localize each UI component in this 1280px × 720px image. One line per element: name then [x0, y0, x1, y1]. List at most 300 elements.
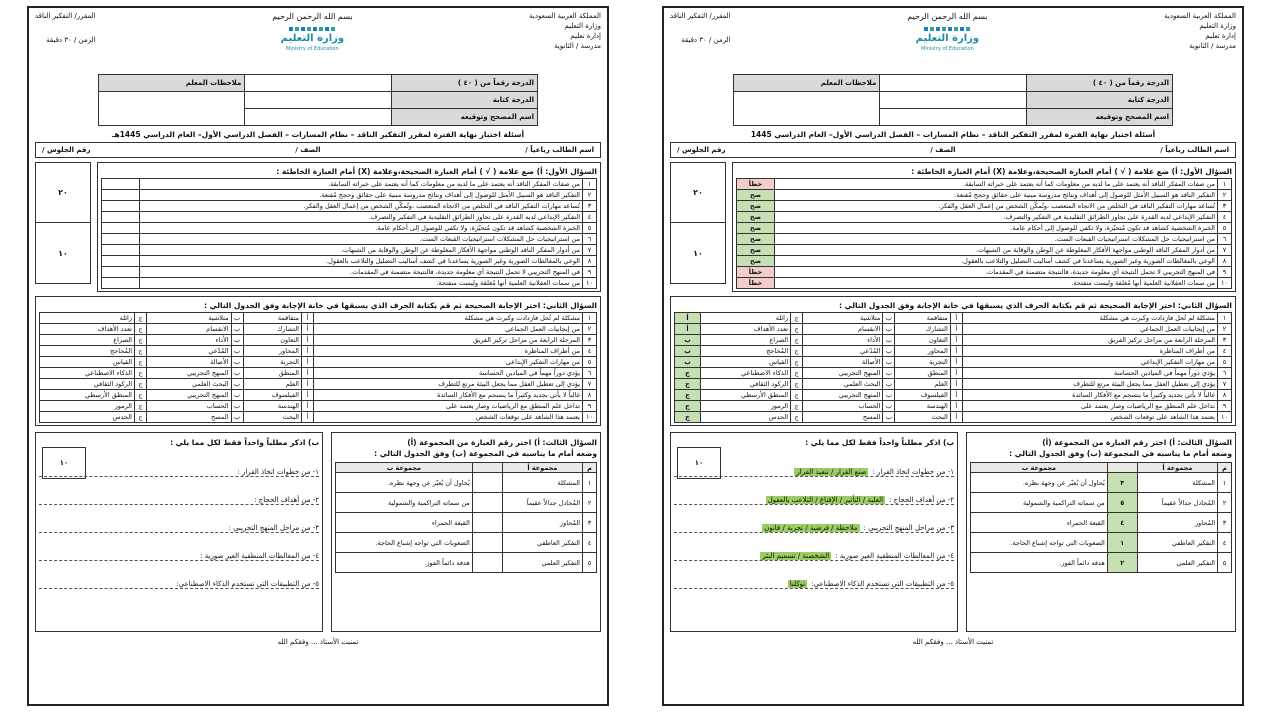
q1-answer-cell[interactable]: [102, 256, 140, 267]
q2-question: من أطراف المناظرة: [313, 346, 582, 357]
q3-table: [335, 462, 597, 573]
q2-letter: ب: [231, 379, 243, 390]
q3-head-m: م: [1218, 463, 1232, 473]
q2-option: الحساب: [147, 401, 232, 412]
q2-option: الأداء: [803, 335, 883, 346]
q2-letter: ب: [883, 324, 895, 335]
q2-question: من أطراف المناظرة: [962, 346, 1217, 357]
q2-num: ٢: [583, 324, 597, 335]
q3b-label: ٣- من مراحل المنهج التجريبي :: [863, 524, 954, 532]
q3-answer-cell[interactable]: [472, 473, 502, 493]
q2-row: [40, 335, 597, 346]
q2-option: الذكاء الاصطناعي: [701, 368, 791, 379]
q2-option: الرموز: [701, 401, 791, 412]
q2-letter: ب: [231, 324, 243, 335]
q2-question: من إيجابيات العمل الجماعي: [962, 324, 1217, 335]
q1-answer-cell[interactable]: [102, 278, 140, 289]
q3-answer-cell[interactable]: ٥: [1107, 493, 1137, 513]
q3-answer-cell[interactable]: ٣: [1107, 473, 1137, 493]
corrector-label: اسم المصحح وتوقيعه: [1026, 109, 1172, 126]
student-name-label: اسم الطالب رباعياً /: [525, 146, 594, 154]
q3-group-a: التفكير العاطفي: [502, 533, 582, 553]
q3-row: [336, 493, 597, 513]
q2-num: ٣: [583, 335, 597, 346]
q2-row: [675, 357, 1232, 368]
q3-answer-cell[interactable]: [472, 553, 502, 573]
q3b-answer: توكلنا: [789, 580, 806, 588]
q2-option: المُحاجج: [701, 346, 791, 357]
q2-row: [40, 379, 597, 390]
q1-num: ٨: [1218, 256, 1232, 267]
q3-row: [336, 533, 597, 553]
q2-option: الأداء: [147, 335, 232, 346]
q3-answer-cell[interactable]: ٤: [1107, 513, 1137, 533]
q3-table: [970, 462, 1232, 573]
student-info: [35, 142, 601, 158]
grade-words-label: الدرجة كتابة: [391, 92, 537, 109]
q2-option: زائلة: [40, 313, 135, 324]
q1-statement: تُساعد مهارات التفكير الناقد في التخلص من الاتجاه المتعصب ،وتُمكّن الشخص من إعمال العقل والفكر.: [775, 201, 1218, 212]
q3b-item[interactable]: [39, 491, 319, 505]
q1-answer-cell[interactable]: [102, 245, 140, 256]
q1-answer-cell[interactable]: خطأ: [737, 267, 775, 278]
q2-row: [675, 368, 1232, 379]
q3-title: السؤال الثالث: أ) اختر رقم العبارة من المجموعة (أ): [1042, 438, 1232, 447]
q2-option: الحدس: [40, 412, 135, 423]
q3b-item[interactable]: [674, 491, 954, 505]
q2-row: [40, 390, 597, 401]
admin-label: إدارة تعليم: [570, 32, 601, 40]
q2-letter: ج: [135, 357, 147, 368]
q1-statement: التفكير الناقد هو السبيل الأمثل للوصول إلى أهداف ونتائج مدروسة مبنية على حقائق وحجج مُقنعة.: [775, 190, 1218, 201]
q3-group-a: التفكير العاطفي: [1137, 533, 1217, 553]
q1-statement: التفكير الناقد هو السبيل الأمثل للوصول إلى أهداف ونتائج مدروسة مبنية على حقائق وحجج مُقنعة.: [140, 190, 583, 201]
q2-letter: ج: [135, 324, 147, 335]
q2-letter: ج: [791, 357, 803, 368]
q2-row: [40, 401, 597, 412]
exam-title: أسئلة اختبار نهاية الفترة لمقرر التفكير الناقد – نظام المسارات – الفصل الدراسي الأول– العام الدراسي 1445هـ: [111, 130, 525, 139]
q2-num: ٧: [583, 379, 597, 390]
q1-score-box: [35, 162, 91, 284]
q3b-answer: الغلبة / التأثير / الإقناع / التلاعب بالعقول: [767, 496, 884, 504]
q3-head-a: مجموعة أ: [1137, 463, 1217, 473]
q2-answer-cell[interactable]: ب: [675, 346, 701, 357]
corrector-label: اسم المصحح وتوقيعه: [391, 109, 537, 126]
q3b-item[interactable]: [674, 547, 954, 561]
q3-answer-cell[interactable]: [472, 533, 502, 553]
q2-num: ٨: [1218, 390, 1232, 401]
q1-answer-cell[interactable]: [102, 201, 140, 212]
q2-option: المحاور: [243, 346, 301, 357]
question-three-section: [670, 432, 1236, 632]
q1-answer-cell[interactable]: صح: [737, 212, 775, 223]
q2-row: [40, 324, 597, 335]
q3-subtitle: وضعه أمام ما يناسبه في المجموعة (ب) وفق الجدول التالي :: [374, 449, 597, 458]
q2-letter: ج: [791, 335, 803, 346]
q2-option: الركود الثقافي: [701, 379, 791, 390]
q2-answer-cell[interactable]: ج: [675, 368, 701, 379]
ministry-label: وزارة التعليم: [1199, 22, 1236, 30]
q2-letter: ج: [135, 346, 147, 357]
q1-statement: من أدوار المفكر الناقد الوطني مواجهة الأفكار المغلوطة عن الوطن والوقاية من الشبهات.: [775, 245, 1218, 256]
q2-letter: ب: [883, 346, 895, 357]
q2-letter: ج: [791, 412, 803, 423]
blank-exam-page: [27, 6, 609, 706]
q1-num: ٥: [583, 223, 597, 234]
q1-row: [102, 223, 597, 234]
q1-statement: من سمات العقلانية العلمية أنها مُغلقة وليست منفتحة.: [775, 278, 1218, 289]
q2-letter: ج: [135, 368, 147, 379]
q2-letter: أ: [950, 324, 962, 335]
q2-row: [675, 412, 1232, 423]
q3-num: ١: [583, 473, 597, 493]
q1-answer-cell[interactable]: صح: [737, 234, 775, 245]
q2-option: المسح: [803, 412, 883, 423]
q3b-item[interactable]: [39, 575, 319, 589]
q3-row: [336, 473, 597, 493]
q3b-score: ١٠: [42, 447, 86, 479]
q2-letter: ج: [791, 401, 803, 412]
q2-letter: ب: [883, 335, 895, 346]
q2-option: المنطق الأرسطي: [701, 390, 791, 401]
q2-option: زائلة: [701, 313, 791, 324]
q2-option: متلاشية: [147, 313, 232, 324]
q2-num: ٣: [1218, 335, 1232, 346]
q2-option: الفيلسوف: [243, 390, 301, 401]
q3-row: [336, 513, 597, 533]
q2-letter: ب: [883, 368, 895, 379]
q1-score: ٢٠: [36, 163, 90, 223]
q3-group-a: التفكير العلمي: [502, 553, 582, 573]
q1-row: [102, 234, 597, 245]
q2-question: يؤدي إلى تعطيل العقل مما يجعل البيئة مرتع للتطرف: [962, 379, 1217, 390]
q3b-item[interactable]: [674, 575, 954, 589]
q2-num: ١: [583, 313, 597, 324]
question-three-section: [35, 432, 601, 632]
q2-option: المنهج التجريبي: [803, 368, 883, 379]
q3b-label: ١- من خطوات اتخاذ القرار :: [872, 468, 954, 476]
q3b-label: ٤- من المغالطات المنطقية الغير صورية :: [200, 552, 319, 560]
q2-option: تعدد الأهداف: [701, 324, 791, 335]
q3b-score: ١٠: [677, 447, 721, 479]
q1-num: ٦: [1218, 234, 1232, 245]
q3-row: [971, 533, 1232, 553]
q2-letter: ج: [135, 379, 147, 390]
q1-answer-cell[interactable]: صح: [737, 223, 775, 234]
q2-score: ١٠: [58, 248, 68, 258]
q2-letter: ب: [883, 401, 895, 412]
q3-row: [971, 553, 1232, 573]
q1-title: السؤال الأول: أ) ضع علامة ( √ ) أمام العبارة الصحيحة،وعلامة (X) أمام العبارة الخاطئة :: [911, 167, 1232, 176]
school-label: مدرسة / الثانوية: [554, 42, 601, 50]
q2-option: التجربة: [243, 357, 301, 368]
footer-note: تمنيت الأستاذ ... وفقكم الله: [277, 638, 359, 646]
q1-table: [101, 178, 597, 289]
time-label: الزمن / ٣٠ دقيقة: [681, 36, 731, 44]
student-info: [670, 142, 1236, 158]
q3-group-a: المُحاور: [502, 513, 582, 533]
seat-label: رقم الجلوس /: [42, 146, 91, 154]
q3-part-b: [670, 432, 958, 632]
q2-letter: أ: [950, 379, 962, 390]
q1-statement: من سمات العقلانية العلمية أنها مُغلقة وليست منفتحة.: [140, 278, 583, 289]
q3-part-a: [331, 432, 601, 632]
ministry-logo: [272, 12, 352, 52]
q2-option: المنطق الأرسطي: [40, 390, 135, 401]
q2-letter: ب: [231, 346, 243, 357]
q3-group-b: يُحاول أن يُعبّر عن وجهة نظره.: [336, 473, 473, 493]
q3-answer-cell[interactable]: ١: [1107, 533, 1137, 553]
q3b-label: ٥- من التطبيقات التي تستخدم الذكاء الاصطناعي:: [176, 580, 319, 588]
q2-letter: أ: [301, 357, 313, 368]
q3-group-b: يُحاول أن يُعبّر عن وجهة نظره.: [971, 473, 1108, 493]
q3-group-b: الصعوبات التي تواجه إشباع الحاجة.: [336, 533, 473, 553]
q3-group-b: القبعة الحمراء: [971, 513, 1108, 533]
q1-num: ٢: [1218, 190, 1232, 201]
q3-num: ٤: [583, 533, 597, 553]
q2-letter: أ: [301, 335, 313, 346]
q3-group-b: الصعوبات التي تواجه إشباع الحاجة.: [971, 533, 1108, 553]
q2-num: ٨: [583, 390, 597, 401]
q2-letter: ب: [231, 401, 243, 412]
q2-option: الركود الثقافي: [40, 379, 135, 390]
q2-option: الصراع: [701, 335, 791, 346]
q2-letter: ب: [883, 357, 895, 368]
q3-num: ٥: [1218, 553, 1232, 573]
q1-num: ٤: [583, 212, 597, 223]
question-one-section: [35, 162, 601, 292]
q2-letter: ب: [231, 412, 243, 423]
q3b-item[interactable]: [39, 519, 319, 533]
answered-exam-page: [662, 6, 1244, 706]
q2-question: مشكلة لم تُحل فازدادت وكبرت هي مشكلة: [962, 313, 1217, 324]
q3b-item[interactable]: [39, 547, 319, 561]
q3b-item[interactable]: [674, 519, 954, 533]
q1-statement: من استراتيجيات حل المشكلات استراتيجيات القبعات الست.: [140, 234, 583, 245]
q1-answer-cell[interactable]: صح: [737, 201, 775, 212]
q1-row: [737, 278, 1232, 289]
q2-answer-cell[interactable]: ب: [675, 357, 701, 368]
q3b-label: ١- من خطوات اتخاذ القرار :: [237, 468, 319, 476]
q2-num: ٥: [1218, 357, 1232, 368]
q1-answer-cell[interactable]: صح: [737, 256, 775, 267]
q2-question: يعتمد هذا الشاهد على توقعات الشخص: [313, 412, 582, 423]
q2-num: ٤: [583, 346, 597, 357]
logo-text: وزارة التعليم: [915, 33, 980, 44]
q2-option: المسح: [147, 412, 232, 423]
q2-option: المنهج التجريبي: [147, 368, 232, 379]
q1-num: ٨: [583, 256, 597, 267]
q2-option: المحاور: [895, 346, 950, 357]
q2-answer-cell[interactable]: ج: [675, 390, 701, 401]
q3-answer-cell[interactable]: ٢: [1107, 553, 1137, 573]
q2-row: [675, 346, 1232, 357]
q1-answer-cell[interactable]: [102, 179, 140, 190]
q2-option: الحدس: [701, 412, 791, 423]
q2-letter: ب: [883, 390, 895, 401]
grade-number-label: الدرجة رقماً من ( ٤٠ ): [1026, 75, 1172, 92]
q2-letter: ب: [883, 313, 895, 324]
q1-num: ٤: [1218, 212, 1232, 223]
q2-option: المنطق: [243, 368, 301, 379]
q1-row: [737, 179, 1232, 190]
grade-words-label: الدرجة كتابة: [1026, 92, 1172, 109]
q2-question: من مهارات التفكير الإبداعي: [962, 357, 1217, 368]
q1-row: [102, 201, 597, 212]
q2-letter: ج: [791, 324, 803, 335]
q1-statement: من أدوار المفكر الناقد الوطني مواجهة الأفكار المغلوطة عن الوطن والوقاية من الشبهات.: [140, 245, 583, 256]
q3b-answer: ملاحظة / فرضية / تجربة / قانون: [764, 524, 858, 532]
q2-letter: أ: [301, 346, 313, 357]
q3-row: [971, 473, 1232, 493]
q1-statement: الخبرة الشخصية كشاهد قد تكون مُتحيّزة، ولا تكفي للوصول إلى أحكام عامة.: [140, 223, 583, 234]
q3-row: [971, 493, 1232, 513]
q1-row: [102, 267, 597, 278]
q2-letter: ب: [883, 412, 895, 423]
q2-row: [675, 313, 1232, 324]
ministry-logo: [907, 12, 987, 52]
q2-option: القياس: [40, 357, 135, 368]
q2-row: [675, 390, 1232, 401]
q1-row: [102, 278, 597, 289]
q3-group-b: القبعة الحمراء: [336, 513, 473, 533]
q3b-label: ٢- من أهداف الحجاج :: [889, 496, 954, 504]
q1-num: ٧: [583, 245, 597, 256]
q2-letter: ج: [135, 390, 147, 401]
q3b-label: ٣- من مراحل المنهج التجريبي :: [228, 524, 319, 532]
q3-group-b: من سماته التراكمية والشمولية: [971, 493, 1108, 513]
q2-option: التشارك: [243, 324, 301, 335]
q2-letter: ج: [791, 346, 803, 357]
q3-group-a: التفكير العلمي: [1137, 553, 1217, 573]
q2-letter: أ: [950, 412, 962, 423]
q1-num: ٢: [583, 190, 597, 201]
q3-group-a: المُحاور: [1137, 513, 1217, 533]
q2-answer-cell[interactable]: ج: [675, 401, 701, 412]
q1-row: [737, 212, 1232, 223]
q2-option: متفاقمة: [243, 313, 301, 324]
grade-table: [98, 74, 538, 126]
footer-note: تمنيت الأستاذ ... وفقكم الله: [912, 638, 994, 646]
q1-answer-cell[interactable]: [102, 267, 140, 278]
q2-letter: ج: [135, 313, 147, 324]
q2-option: العلم: [243, 379, 301, 390]
q2-num: ٢: [1218, 324, 1232, 335]
kingdom-label: المملكة العربية السعودية: [529, 12, 601, 20]
q1-num: ٣: [583, 201, 597, 212]
q2-row: [40, 313, 597, 324]
q2-option: متفاقمة: [895, 313, 950, 324]
q3-num: ٥: [583, 553, 597, 573]
q2-title: السؤال الثاني: اختر الإجابة الصحيحة ثم قم بكتابة الحرف الذي يسبقها في خانة الإجابة وفق الجدول التالي :: [204, 301, 597, 310]
q1-statement: الخبرة الشخصية كشاهد قد تكون مُتحيّزة، ولا تكفي للوصول إلى أحكام عامة.: [775, 223, 1218, 234]
q2-row: [675, 324, 1232, 335]
q2-option: الهندسة: [243, 401, 301, 412]
question-two-section: [670, 296, 1236, 426]
q1-num: ٥: [1218, 223, 1232, 234]
q2-option: الذكاء الاصطناعي: [40, 368, 135, 379]
q1-answer-cell[interactable]: صح: [737, 245, 775, 256]
q2-row: [675, 379, 1232, 390]
q2-option: التشارك: [895, 324, 950, 335]
q1-num: ١: [1218, 179, 1232, 190]
q2-answer-cell[interactable]: ج: [675, 379, 701, 390]
q2-letter: أ: [301, 324, 313, 335]
q1-num: ١٠: [1218, 278, 1232, 289]
q2-option: الفيلسوف: [895, 390, 950, 401]
q2-letter: ب: [231, 313, 243, 324]
q2-answer-cell[interactable]: ب: [675, 335, 701, 346]
q1-answer-cell[interactable]: [102, 190, 140, 201]
logo-dots-icon: [289, 27, 335, 31]
q2-answer-cell[interactable]: أ: [675, 313, 701, 324]
q3-num: ١: [1218, 473, 1232, 493]
q2-option: التعاون: [895, 335, 950, 346]
q2-letter: ب: [231, 357, 243, 368]
course-label: المقرر/ التفكير الناقد: [35, 12, 96, 20]
q1-num: ٩: [1218, 267, 1232, 278]
q3-answer-cell[interactable]: [472, 513, 502, 533]
q3-head-b: مجموعة ب: [971, 463, 1108, 473]
question-two-section: [35, 296, 601, 426]
q2-letter: ج: [791, 379, 803, 390]
q2-option: الأصالة: [147, 357, 232, 368]
q2-answer-cell[interactable]: أ: [675, 324, 701, 335]
q2-letter: أ: [301, 412, 313, 423]
q2-num: ٩: [583, 401, 597, 412]
class-label: الصف /: [295, 146, 321, 154]
q2-row: [675, 335, 1232, 346]
q2-option: المُدّعي: [803, 346, 883, 357]
q1-row: [737, 245, 1232, 256]
q2-row: [40, 357, 597, 368]
q2-letter: ج: [791, 390, 803, 401]
q3-answer-cell[interactable]: [472, 493, 502, 513]
q1-answer-cell[interactable]: صح: [737, 190, 775, 201]
q2-letter: أ: [301, 401, 313, 412]
class-label: الصف /: [930, 146, 956, 154]
q3b-answer: الشخصنة / تسميم البئر: [762, 552, 830, 560]
q2-question: يؤدي دوراً مهماً في الميادين الحساسة: [962, 368, 1217, 379]
q2-option: البحث العلمي: [147, 379, 232, 390]
q1-statement: الوعي بالمغالطات الصورية وغير الصورية يساعدنا في كشف أساليب التضليل والتلاعب بالعقول.: [140, 256, 583, 267]
q2-option: المُدّعي: [147, 346, 232, 357]
q1-statement: من صفات المفكر الناقد أنه يعتمد على ما لديه من معلومات كما أنه يعتمد على خبراته السابقة.: [775, 179, 1218, 190]
q1-answer-cell[interactable]: [102, 223, 140, 234]
q3-title: السؤال الثالث: أ) اختر رقم العبارة من المجموعة (أ): [407, 438, 597, 447]
q1-statement: من استراتيجيات حل المشكلات استراتيجيات القبعات الست.: [775, 234, 1218, 245]
q3-group-a: المشكلة: [502, 473, 582, 493]
q3b-label: ٥- من التطبيقات التي تستخدم الذكاء الاصطناعي:: [811, 580, 954, 588]
q2-num: ١: [1218, 313, 1232, 324]
q2-answer-cell[interactable]: ج: [675, 412, 701, 423]
q1-answer-cell[interactable]: [102, 234, 140, 245]
q2-option: المنهج التجريبي: [147, 390, 232, 401]
teacher-notes-label: ملاحظات المعلم: [734, 75, 880, 92]
q3b-label: ٢- من أهداف الحجاج :: [254, 496, 319, 504]
q2-option: البحث: [243, 412, 301, 423]
q2-option: الأصالة: [803, 357, 883, 368]
q2-table: [674, 312, 1232, 423]
q2-question: المرحلة الرابعة من مراحل تركيز الفريق: [962, 335, 1217, 346]
q3-row: [971, 513, 1232, 533]
q2-question: يؤدي إلى تعطيل العقل مما يجعل البيئة مرتع للتطرف: [313, 379, 582, 390]
q1-answer-cell[interactable]: [102, 212, 140, 223]
q1-answer-cell[interactable]: خطأ: [737, 278, 775, 289]
q3-num: ٤: [1218, 533, 1232, 553]
q2-title: السؤال الثاني: اختر الإجابة الصحيحة ثم قم بكتابة الحرف الذي يسبقها في خانة الإجابة وفق الجدول التالي :: [839, 301, 1232, 310]
q1-answer-cell[interactable]: خطأ: [737, 179, 775, 190]
